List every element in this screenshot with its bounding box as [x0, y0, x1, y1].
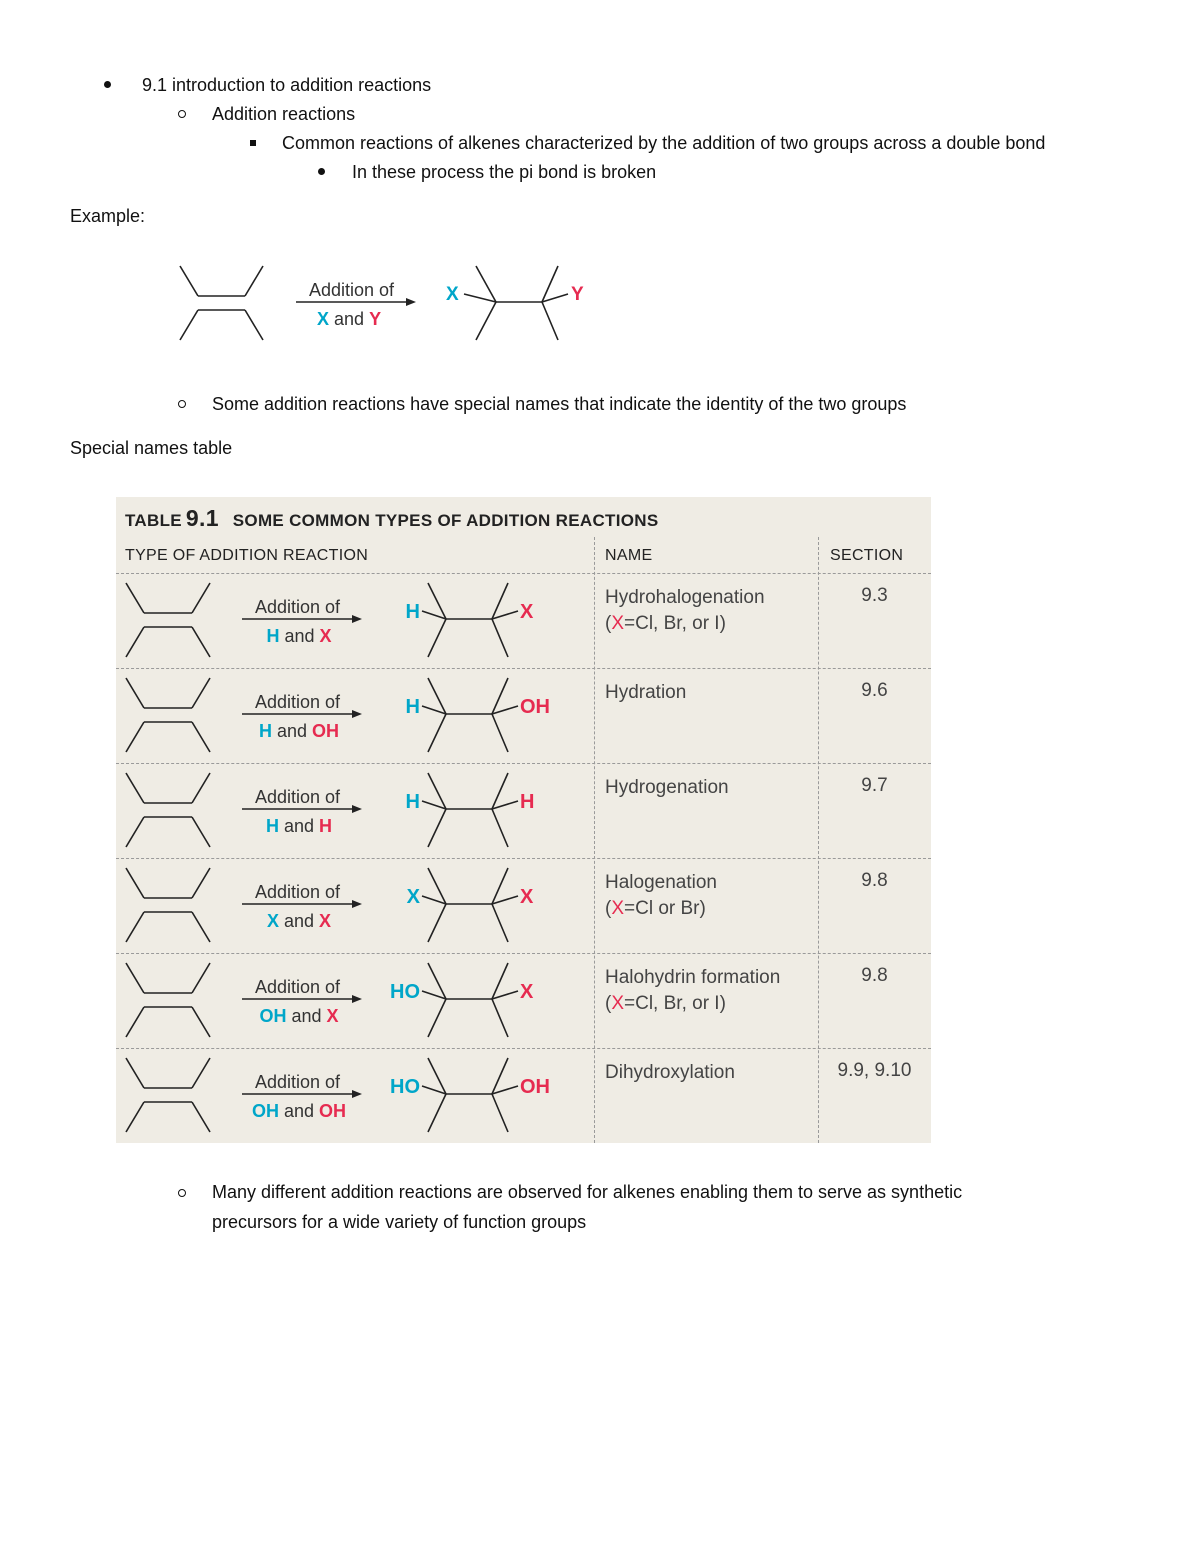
table-row — [116, 763, 931, 858]
section-number: 9.7 — [861, 775, 888, 796]
arrow-head — [352, 995, 362, 1003]
alkene-structure — [126, 963, 210, 1037]
table-title — [125, 505, 658, 532]
reaction-name-cell — [605, 965, 780, 1017]
product-right-group: X — [520, 601, 534, 623]
reaction-scheme — [116, 573, 594, 668]
arrow-label-top: Addition of — [255, 882, 341, 902]
section-number: 9.8 — [861, 870, 888, 891]
alkene-structure — [126, 583, 210, 657]
reaction-name: Halogenation — [605, 872, 717, 893]
arrow-label-bottom: H and X — [266, 626, 332, 646]
product-structure — [422, 1058, 518, 1132]
product-right-group: Y — [571, 284, 584, 305]
product-right-group: OH — [520, 1076, 550, 1098]
table-label: Special names table — [70, 438, 233, 458]
reaction-condition: (X=Cl, Br, or I) — [605, 993, 726, 1014]
arrow-label-top: Addition of — [255, 787, 341, 807]
arrow-head — [406, 298, 416, 306]
arrow-label-bottom: X and Y — [317, 309, 382, 329]
section-number: 9.9, 9.10 — [837, 1060, 912, 1081]
reaction-name: Hydrohalogenation — [605, 587, 765, 608]
product-left-group: X — [446, 284, 459, 305]
product-structure — [422, 678, 518, 752]
product-right-group: H — [520, 791, 535, 813]
product-left-group: H — [405, 696, 420, 718]
table-title-text: SOME COMMON TYPES OF ADDITION REACTIONS — [232, 511, 659, 530]
reaction-name: Hydrogenation — [605, 777, 729, 798]
arrow-label-bottom: OH and OH — [251, 1101, 347, 1121]
section-number: 9.3 — [861, 585, 888, 606]
column-header-name: NAME — [605, 547, 653, 564]
product-structure — [422, 868, 518, 942]
table-row — [116, 953, 931, 1048]
arrow-label-top: Addition of — [255, 977, 341, 997]
alkene-structure — [180, 266, 263, 340]
alkene-structure — [126, 773, 210, 847]
table-title-word: TABLE — [125, 511, 182, 530]
table-row — [116, 1048, 931, 1143]
product-left-group: H — [405, 601, 420, 623]
arrow-label-bottom: H and OH — [258, 721, 340, 741]
product-structure — [422, 773, 518, 847]
bullet-dot — [318, 168, 325, 175]
arrow-head — [352, 805, 362, 813]
definition-line: Common reactions of alkenes characterized by the addition of two groups across a double bond — [282, 133, 1046, 153]
product-left-group: H — [405, 791, 420, 813]
column-header-type: TYPE OF ADDITION REACTION — [125, 547, 369, 564]
reaction-name-cell — [605, 585, 765, 637]
arrow-head — [352, 900, 362, 908]
table-title-number: 9.1 — [185, 505, 219, 531]
closing-line-1: Many different addition reactions are observed for alkenes enabling them to serve as synthetic — [212, 1182, 963, 1202]
arrow-head — [352, 615, 362, 623]
addition-reactions-table — [116, 497, 931, 1143]
reaction-condition: (X=Cl or Br) — [605, 898, 706, 919]
arrow-label-top: Addition of — [255, 692, 341, 712]
subheading-line: Addition reactions — [212, 104, 356, 124]
column-header-section: SECTION — [830, 547, 904, 564]
bullet-ring — [178, 400, 186, 408]
arrow-head — [352, 710, 362, 718]
alkene-structure — [126, 1058, 210, 1132]
product-right-group: X — [520, 886, 534, 908]
reaction-name: Hydration — [605, 682, 687, 703]
reaction-condition: (X=Cl, Br, or I) — [605, 613, 726, 634]
reaction-scheme — [116, 858, 594, 953]
reaction-name-cell — [605, 775, 729, 801]
product-structure — [422, 963, 518, 1037]
arrow-head — [352, 1090, 362, 1098]
reaction-name-cell — [605, 680, 686, 706]
table-row — [116, 858, 931, 953]
product-right-group: X — [520, 981, 534, 1003]
arrow-label-bottom: OH and X — [259, 1006, 339, 1026]
heading-line: 9.1 introduction to addition reactions — [142, 75, 432, 95]
detail-line: In these process the pi bond is broken — [352, 162, 657, 182]
reaction-scheme — [116, 1048, 594, 1143]
special-names-line: Some addition reactions have special names that indicate the identity of the two groups — [212, 394, 907, 414]
reaction-scheme — [116, 763, 594, 858]
closing-line-2: precursors for a wide variety of function groups — [212, 1212, 587, 1232]
bullet-square — [250, 140, 256, 146]
alkene-structure — [126, 868, 210, 942]
product-right-group: OH — [520, 696, 550, 718]
product-left-group: HO — [390, 1076, 420, 1098]
table-row — [116, 668, 931, 763]
bullet-ring — [178, 110, 186, 118]
product-structure — [422, 583, 518, 657]
reaction-scheme — [116, 953, 594, 1048]
section-number: 9.8 — [861, 965, 888, 986]
reaction-scheme — [116, 668, 594, 763]
bullet-ring — [178, 1189, 186, 1197]
product-left-group: X — [406, 886, 420, 908]
reaction-name: Dihydroxylation — [605, 1062, 735, 1083]
reaction-name: Halohydrin formation — [605, 967, 781, 988]
reaction-name-cell — [605, 870, 717, 922]
example-label: Example: — [70, 206, 146, 226]
table-row — [116, 573, 931, 668]
arrow-label-bottom: X and X — [266, 911, 332, 931]
example-reaction — [170, 258, 600, 350]
product-left-group: HO — [390, 981, 420, 1003]
reaction-name-cell — [605, 1060, 735, 1086]
arrow-label-bottom: H and H — [265, 816, 333, 836]
arrow-label-top: Addition of — [255, 1072, 341, 1092]
arrow-label-top: Addition of — [255, 597, 341, 617]
section-number: 9.6 — [861, 680, 888, 701]
alkene-structure — [126, 678, 210, 752]
product-structure — [464, 266, 568, 340]
bullet-dot — [104, 81, 111, 88]
example-reaction-svg — [170, 258, 600, 350]
arrow-label-top: Addition of — [309, 280, 395, 300]
